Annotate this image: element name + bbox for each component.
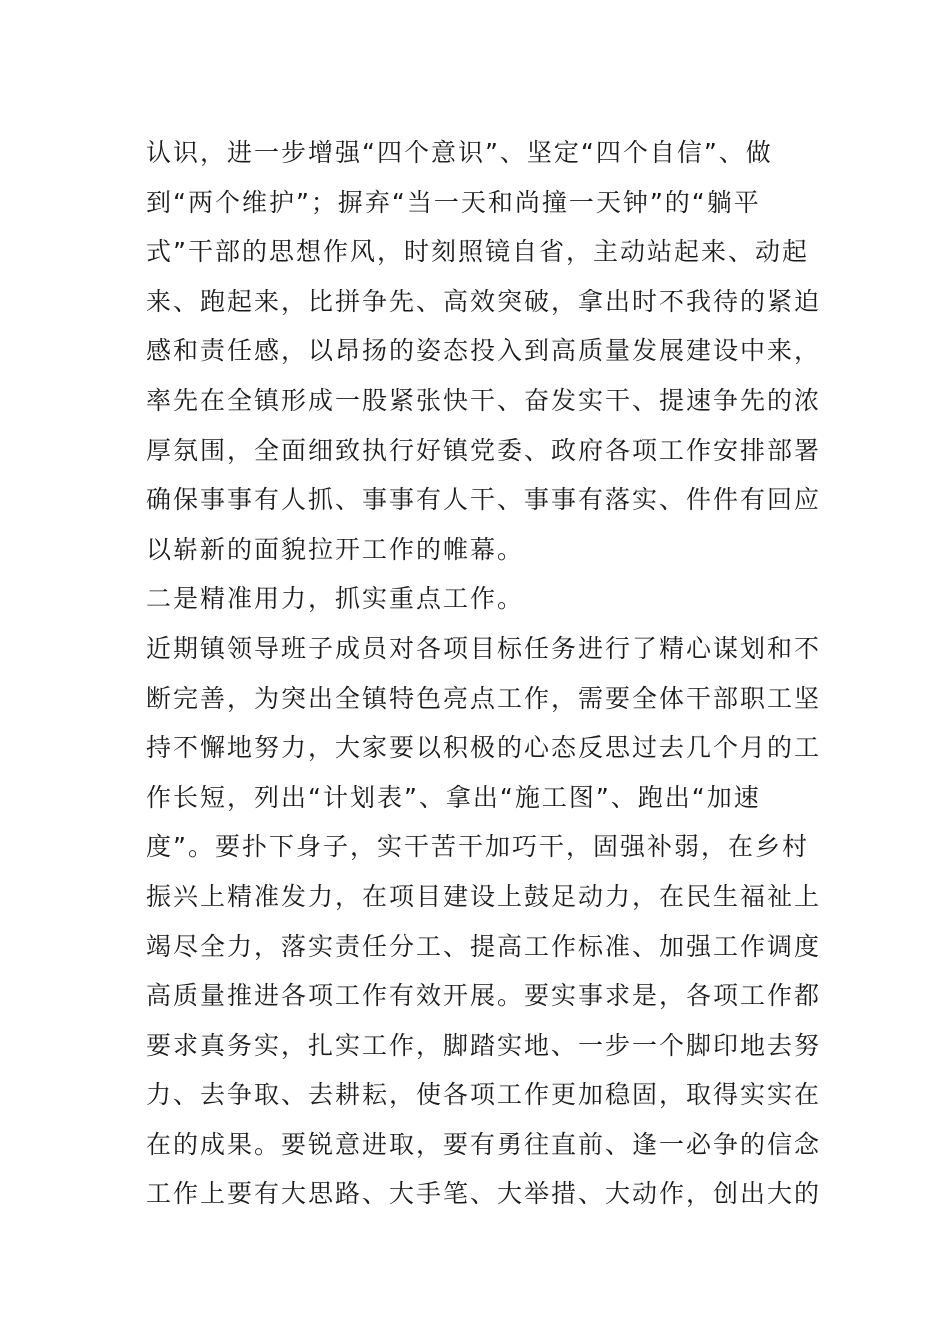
text-line: 作长短，列出“计划表”、拿出“施工图”、跑出“加速 <box>146 782 761 812</box>
text-line: 认识，进一步增强“四个意识”、坚定“四个自信”、做 <box>146 138 773 167</box>
text-line: 以崭新的面貌拉开工作的帷幕。 <box>146 534 525 564</box>
text-line: 式”干部的思想作风，时刻照镜自省，主动站起来、动起 <box>146 237 809 267</box>
text-line: 竭尽全力，落实责任分工、提高工作标准、加强工作调度 <box>146 931 822 961</box>
text-line: 感和责任感，以昂扬的姿态投入到高质量发展建设中来， <box>146 336 822 366</box>
text-line: 确保事事有人抓、事事有人干、事事有落实、件件有回应 <box>146 485 822 515</box>
text-line: 到“两个维护”；摒弃“当一天和尚撞一天钟”的“躺平 <box>146 187 761 217</box>
text-line: 厚氛围，全面细致执行好镇党委、政府各项工作安排部署 <box>146 435 822 465</box>
text-line: 度”。要扑下身子，实干苦干加巧干，固强补弱，在乡村 <box>146 832 809 862</box>
text-line: 要求真务实，扎实工作，脚踏实地、一步一个脚印地去努 <box>146 1030 822 1060</box>
text-line: 断完善，为突出全镇特色亮点工作，需要全体干部职工坚 <box>146 683 822 713</box>
section-heading: 二是精准用力，抓实重点工作。 <box>146 584 525 614</box>
text-line: 来、跑起来，比拼争先、高效突破，拿出时不我待的紧迫 <box>146 286 822 316</box>
text-line: 近期镇领导班子成员对各项目标任务进行了精心谋划和不 <box>146 633 822 663</box>
text-line: 持不懈地努力，大家要以积极的心态反思过去几个月的工 <box>146 733 822 763</box>
body-text <box>146 128 826 1219</box>
text-line: 工作上要有大思路、大手笔、大举措、大动作，创出大的 <box>146 1179 822 1209</box>
text-line: 率先在全镇形成一股紧张快干、奋发实干、提速争先的浓 <box>146 385 822 415</box>
text-line: 在的成果。要锐意进取，要有勇往直前、逢一必争的信念 <box>146 1129 822 1159</box>
text-line: 高质量推进各项工作有效开展。要实事求是，各项工作都 <box>146 981 822 1011</box>
text-line: 振兴上精准发力，在项目建设上鼓足动力，在民生福祉上 <box>146 881 822 911</box>
text-line: 力、去争取、去耕耘，使各项工作更加稳固，取得实实在 <box>146 1080 822 1110</box>
